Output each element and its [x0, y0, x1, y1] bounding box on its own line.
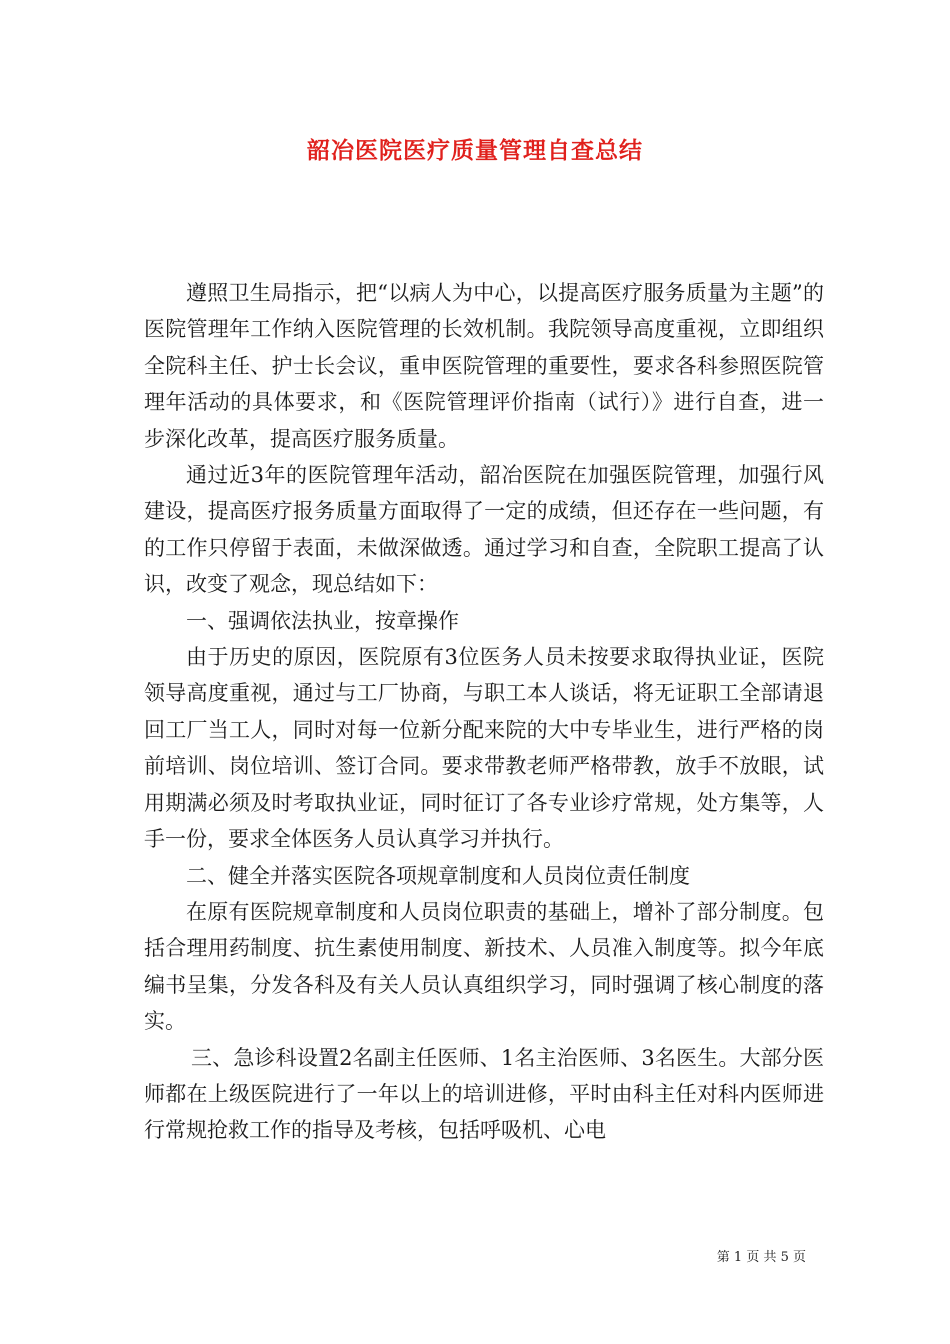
document-title: 韶冶医院医疗质量管理自查总结 — [307, 137, 643, 164]
paragraph-section-2: 在原有医院规章制度和人员岗位职责的基础上，增补了部分制度。包括合理用药制度、抗生素使用制度、新技术、人员准入制度等。拟今年底编书呈集，分发各科及有关人员认真组织学习，同时强调了核心制度的落实。 — [144, 899, 824, 1034]
section-heading-1: 一、强调依法执业，按章操作 — [186, 608, 459, 633]
paragraph-section-3: 三、急诊科设置2名副主任医师、1名主治医师、3名医生。大部分医师都在上级医院进行了一年以上的培训进修，平时由科主任对科内医师进行常规抢救工作的指导及考核，包括呼吸机、心电 — [144, 1045, 824, 1143]
section-heading-2: 二、健全并落实医院各项规章制度和人员岗位责任制度 — [186, 863, 690, 888]
paragraph-section-1: 由于历史的原因，医院原有3位医务人员未按要求取得执业证，医院领导高度重视，通过与工厂协商，与职工本人谈话，将无证职工全部请退回工厂当工人，同时对每一位新分配来院的大中专毕业生，进行严格的岗前培训、岗位培训、签订合同。要求带教老师严格带教，放手不放眼，试用期满必须及时考取执业证，同时征订了各专业诊疗常规，处方集等，人手一份，要求全体医务人员认真学习并执行。 — [144, 645, 824, 852]
paragraph-intro: 遵照卫生局指示，把“以病人为中心，以提高医疗服务质量为主题”的医院管理年工作纳入医院管理的长效机制。我院领导高度重视，立即组织全院科主任、护士长会议，重申医院管理的重要性，要求各科参照医院管理年活动的具体要求，和《医院管理评价指南（试行）》进行自查，进一步深化改革，提高医疗服务质量。 — [144, 281, 824, 451]
document-body — [144, 275, 824, 1149]
page-number: 第 1 页 共 5 页 — [716, 1250, 806, 1265]
paragraph-summary: 通过近3年的医院管理年活动，韶冶医院在加强医院管理，加强行风建设，提高医疗报务质量方面取得了一定的成绩，但还存在一些问题，有的工作只停留于表面，未做深做透。通过学习和自查，全院职工提高了认识，改变了观念，现总结如下： — [144, 463, 824, 597]
